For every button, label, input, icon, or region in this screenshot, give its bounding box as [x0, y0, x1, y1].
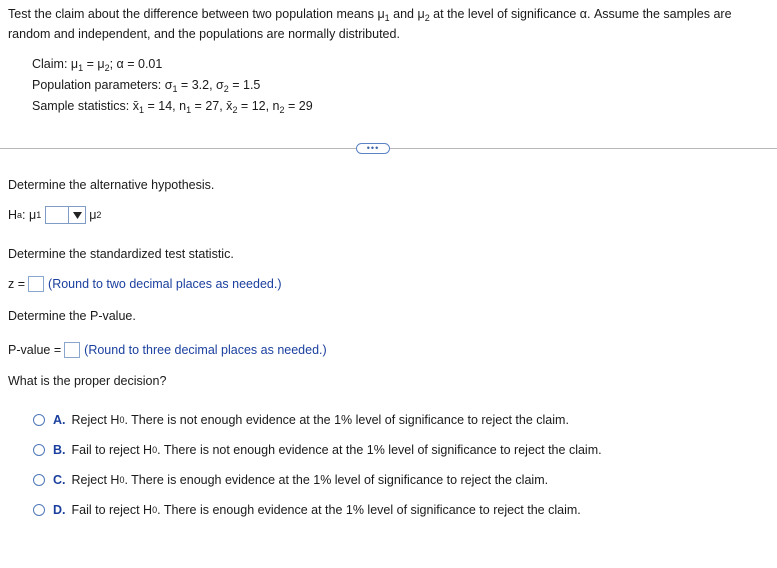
radio-d[interactable] [33, 504, 45, 516]
p-value-input[interactable] [64, 342, 80, 358]
radio-c[interactable] [33, 474, 45, 486]
z-hint: (Round to two decimal places as needed.) [48, 277, 282, 291]
option-a[interactable]: A. Reject H 0 . There is not enough evidence at the 1% level of significance to reject the claim. [33, 413, 569, 427]
p-value-label: P-value = [8, 343, 62, 357]
sample-statistics-line: Sample statistics: $x̄_1 = 14$, $n_1 = 27$, $x̄_2 = 12$, $n_2 = 29$ [32, 99, 313, 115]
z-label: z = [8, 277, 26, 291]
claim-line: Claim: $\mu_1 = \mu_2$; α = 0.01 [32, 57, 163, 73]
dropdown-arrow-icon [68, 207, 85, 223]
alt-hypothesis-row: H a : μ 1 μ 2 [8, 208, 102, 222]
alt-hypothesis-prompt: Determine the alternative hypothesis. [8, 178, 215, 192]
expand-more-button[interactable]: ••• [356, 143, 390, 154]
option-c[interactable]: C. Reject H 0 . There is enough evidence at the 1% level of significance to reject the claim. [33, 473, 548, 487]
population-parameters-line: Population parameters: $\sigma_1 = 3.2$, $\sigma_2 = 1.5$ [32, 78, 261, 94]
p-value-hint: (Round to three decimal places as needed.) [84, 343, 327, 357]
p-value-prompt: Determine the P-value. [8, 309, 136, 323]
problem-statement-line2: random and independent, and the populations are normally distributed. [8, 27, 400, 41]
hypothesis-operator-dropdown[interactable] [45, 206, 86, 224]
p-value-input-row [8, 342, 327, 358]
decision-prompt: What is the proper decision? [8, 374, 167, 388]
option-b[interactable]: B. Fail to reject H 0 . There is not enough evidence at the 1% level of significance to reject the claim. [33, 443, 602, 457]
option-d[interactable]: D. Fail to reject H 0 . There is enough evidence at the 1% level of significance to reject the claim. [33, 503, 581, 517]
z-input[interactable] [28, 276, 44, 292]
problem-statement-line1: Test the claim about the difference between two population means $\mu_1$ and $\mu_2$ at the level of significance α. Assume the samples are [8, 7, 732, 23]
z-input-row [8, 276, 282, 292]
radio-a[interactable] [33, 414, 45, 426]
test-statistic-prompt: Determine the standardized test statistic. [8, 247, 234, 261]
radio-b[interactable] [33, 444, 45, 456]
